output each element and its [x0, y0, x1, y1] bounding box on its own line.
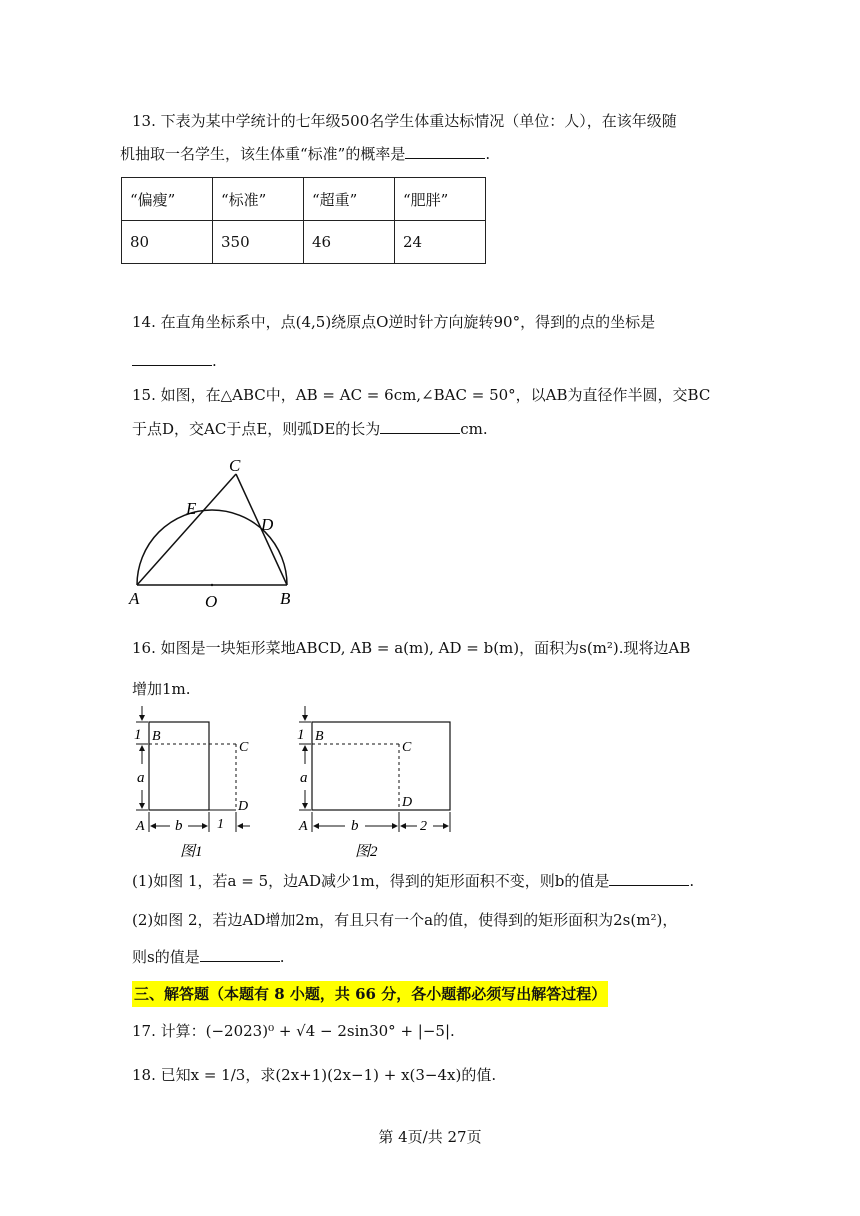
figure-1 — [120, 706, 270, 862]
segment-ac — [137, 474, 236, 585]
label-c: C — [229, 456, 241, 475]
q13-line1: 13. 下表为某中学统计的七年级500名学生体重达标情况（单位：人），在该年级随 — [132, 112, 677, 130]
q15-line2-end: cm. — [460, 420, 488, 438]
q13-line2-end: . — [485, 145, 491, 163]
label-c-vertex: C — [239, 740, 249, 755]
label-a-vertex: A — [136, 819, 145, 834]
q13-line2-text: 机抽取一名学生，该生体重“标准”的概率是 — [120, 145, 406, 163]
table-header-cell: “偏瘦” — [122, 178, 213, 221]
q16-part1-text: (1)如图 1，若a = 5，边AD减少1m，得到的矩形面积不变，则b的值是 — [132, 872, 610, 890]
label-e: E — [186, 499, 197, 518]
label-a-side: a — [300, 770, 308, 786]
q15-line2 — [132, 418, 488, 440]
q16-part1-end: . — [689, 872, 695, 890]
table-cell: 80 — [122, 221, 213, 264]
label-one: 1 — [134, 727, 142, 743]
figure-2 — [283, 706, 463, 862]
q14-line2-end: . — [212, 352, 217, 370]
label-d-vertex: D — [238, 799, 249, 814]
q17-text: 17. 计算：(−2023)⁰ + √4 − 2sin30° + |−5|. — [132, 1022, 455, 1040]
answer-blank — [380, 419, 460, 434]
weight-table — [121, 177, 486, 264]
table-cell: 46 — [304, 221, 395, 264]
center-dot — [211, 584, 213, 586]
q15-line1: 15. 如图，在△ABC中，AB = AC = 6cm,∠BAC = 50°，以AB为直径作半圆，交BC — [132, 386, 711, 404]
label-b-vertex: B — [315, 729, 324, 744]
label-b: B — [280, 589, 291, 608]
label-extra-length: 2 — [420, 819, 427, 834]
q16-part2-end: . — [279, 948, 285, 966]
q16-part2-line1: (2)如图 2，若边AD增加2m，有且只有一个a的值，使得到的矩形面积为2s(m²)， — [132, 911, 678, 929]
label-extra-length: 1 — [217, 817, 224, 832]
label-b-length: b — [175, 818, 183, 834]
label-o: O — [205, 592, 218, 611]
answer-blank — [132, 351, 212, 366]
label-a-vertex: A — [299, 819, 308, 834]
table-header-cell: “肥胖” — [395, 178, 486, 221]
rect-outline — [312, 722, 450, 810]
label-a-side: a — [137, 770, 145, 786]
page-footer: 第 4页/共 27页 — [378, 1128, 482, 1146]
figure-caption: 图2 — [355, 844, 378, 860]
answer-blank — [405, 144, 485, 159]
label-b-vertex: B — [152, 729, 161, 744]
q16-part1 — [132, 870, 694, 892]
table-cell: 350 — [213, 221, 304, 264]
q15-line2-text: 于点D，交AC于点E，则弧DE的长为 — [132, 420, 381, 438]
table-header-cell: “超重” — [304, 178, 395, 221]
label-one: 1 — [297, 727, 305, 743]
table-header-cell: “标准” — [213, 178, 304, 221]
section-heading: 三、解答题（本题有 8 小题，共 66 分，各小题都必须写出解答过程） — [132, 981, 608, 1007]
q16-line1: 16. 如图是一块矩形菜地ABCD, AB = a(m), AD = b(m)，面积为s(m²).现将边AB — [132, 639, 691, 657]
q14-line2 — [132, 350, 217, 372]
label-a: A — [129, 589, 140, 608]
q13-line2 — [120, 143, 490, 165]
answer-blank — [609, 871, 689, 886]
label-d-vertex: D — [402, 795, 413, 810]
label-b-length: b — [351, 818, 359, 834]
label-c-vertex: C — [402, 740, 412, 755]
q18-text: 18. 已知x = 1/3，求(2x+1)(2x−1) + x(3−4x)的值. — [132, 1066, 497, 1084]
q14-line1: 14. 在直角坐标系中，点(4,5)绕原点O逆时针方向旋转90°，得到的点的坐标是 — [132, 313, 656, 331]
figure-caption: 图1 — [180, 844, 203, 860]
label-d: D — [261, 515, 274, 534]
q16-part2-line2 — [132, 946, 284, 968]
table-cell: 24 — [395, 221, 486, 264]
q16-part2-text: 则s的值是 — [132, 948, 200, 966]
q16-line2: 增加1m. — [132, 680, 191, 698]
table-row — [122, 221, 486, 264]
semicircle-figure — [125, 452, 305, 612]
answer-blank — [200, 947, 280, 962]
table-header-row — [122, 178, 486, 221]
